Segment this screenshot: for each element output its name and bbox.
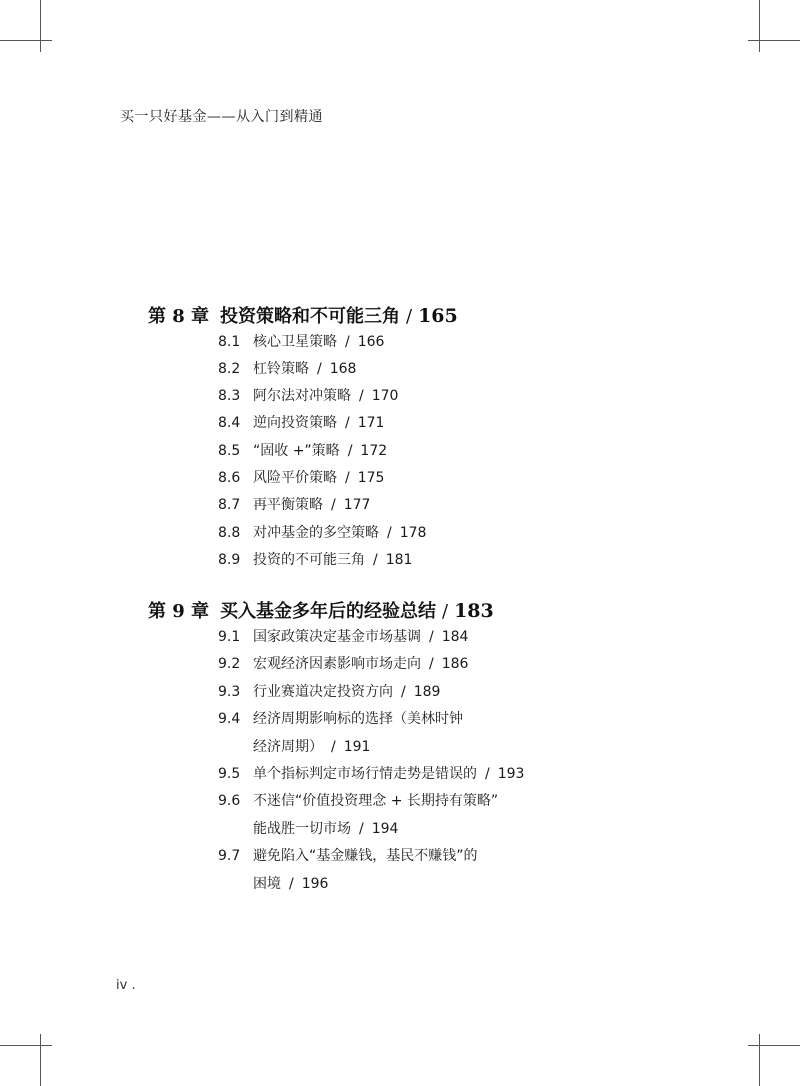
section-title: 投资的不可能三角 [253,552,365,568]
section-page: 196 [301,876,329,892]
separator: / [317,361,322,377]
section-number: 8.9 [218,552,241,568]
chapter-page: 165 [418,305,458,327]
section-title: 不迷信“价值投资理念 + 长期持有策略” [253,793,499,809]
section-title: 风险平价策略 [253,470,337,486]
section-number: 9.6 [218,793,241,809]
separator: / [442,601,449,622]
section-number: 8.5 [218,443,241,459]
section-title-continued: 困境 [253,876,281,892]
section-page: 189 [413,684,441,700]
toc-entry[interactable] [218,385,398,405]
section-number: 9.1 [218,629,241,645]
running-head: 买一只好基金——从入门到精通 [120,109,323,125]
separator: / [373,552,378,568]
chapter-heading[interactable] [148,597,494,623]
toc-entry-continuation[interactable] [253,818,398,838]
chapter-heading[interactable] [148,302,458,328]
toc-entry[interactable] [218,467,384,487]
chapter-title: 买入基金多年后的经验总结 [220,601,436,622]
section-page: 193 [497,766,525,782]
toc-entry[interactable] [218,845,478,865]
toc-entry[interactable] [218,681,440,701]
toc-entry[interactable] [218,790,498,810]
section-title: 杠铃策略 [253,361,309,377]
section-title: 经济周期影响标的选择（美林时钟 [253,711,463,727]
section-number: 9.5 [218,766,241,782]
section-title-continued: 经济周期） [253,739,323,755]
page-folio: iv . [116,978,136,993]
section-number: 9.3 [218,684,241,700]
chapter-page: 183 [454,600,494,622]
toc-entry[interactable] [218,440,387,460]
separator: / [345,334,350,350]
section-title: 逆向投资策略 [253,415,337,431]
crop-mark-top-right-vertical [759,0,760,52]
section-title: 单个指标判定市场行情走势是错误的 [253,766,477,782]
section-page: 166 [357,334,385,350]
separator: / [429,629,434,645]
toc-entry[interactable] [218,626,468,646]
section-number: 8.6 [218,470,241,486]
section-page: 184 [441,629,469,645]
section-title: 宏观经济因素影响市场走向 [253,656,421,672]
section-page: 177 [343,497,371,513]
separator: / [387,525,392,541]
separator: / [331,497,336,513]
separator: / [485,766,490,782]
toc-entry[interactable] [218,708,463,728]
separator: / [347,443,353,459]
separator: / [359,388,364,404]
section-page: 194 [371,821,399,837]
section-number: 8.2 [218,361,241,377]
section-title: 行业赛道决定投资方向 [253,684,393,700]
toc-entry[interactable] [218,494,370,514]
section-title: 国家政策决定基金市场基调 [253,629,421,645]
toc-entry[interactable] [218,331,384,351]
chapter-number: 第 9 章 [148,601,210,622]
section-page: 181 [385,552,413,568]
section-page: 168 [329,361,357,377]
section-page: 172 [360,443,388,459]
toc-entry[interactable] [218,412,384,432]
section-page: 178 [399,525,427,541]
toc-entry[interactable] [218,522,426,542]
section-title: “固收 +”策略 [253,443,340,459]
section-page: 191 [343,739,371,755]
separator: / [345,470,350,486]
toc-entry-continuation[interactable] [253,736,370,756]
section-number: 9.4 [218,711,241,727]
separator: / [401,684,406,700]
section-page: 171 [357,415,385,431]
section-page: 186 [441,656,469,672]
section-number: 8.3 [218,388,241,404]
toc-entry-continuation[interactable] [253,873,328,893]
crop-mark-bottom-left-vertical [40,1034,41,1086]
separator: / [406,306,413,327]
crop-mark-bottom-right-vertical [759,1034,760,1086]
section-number: 9.2 [218,656,241,672]
separator: / [345,415,350,431]
section-title: 对冲基金的多空策略 [253,525,379,541]
chapter-number: 第 8 章 [148,306,210,327]
crop-mark-top-right-horizontal [748,40,800,41]
section-title: 阿尔法对冲策略 [253,388,351,404]
section-page: 170 [371,388,399,404]
section-title: 避免陷入“基金赚钱，基民不赚钱”的 [253,848,478,864]
crop-mark-top-left-horizontal [0,40,52,41]
section-number: 8.1 [218,334,241,350]
toc-entry[interactable] [218,653,468,673]
crop-mark-top-left-vertical [40,0,41,52]
chapter-title: 投资策略和不可能三角 [220,306,400,327]
section-number: 8.4 [218,415,241,431]
section-page: 175 [357,470,385,486]
section-number: 8.8 [218,525,241,541]
section-title: 再平衡策略 [253,497,323,513]
section-number: 8.7 [218,497,241,513]
separator: / [289,876,294,892]
crop-mark-bottom-right-horizontal [748,1045,800,1046]
toc-entry[interactable] [218,763,524,783]
section-number: 9.7 [218,848,241,864]
section-title: 核心卫星策略 [253,334,337,350]
toc-entry[interactable] [218,549,412,569]
separator: / [331,739,336,755]
section-title-continued: 能战胜一切市场 [253,821,351,837]
crop-mark-bottom-left-horizontal [0,1045,52,1046]
separator: / [359,821,364,837]
separator: / [429,656,434,672]
toc-entry[interactable] [218,358,356,378]
